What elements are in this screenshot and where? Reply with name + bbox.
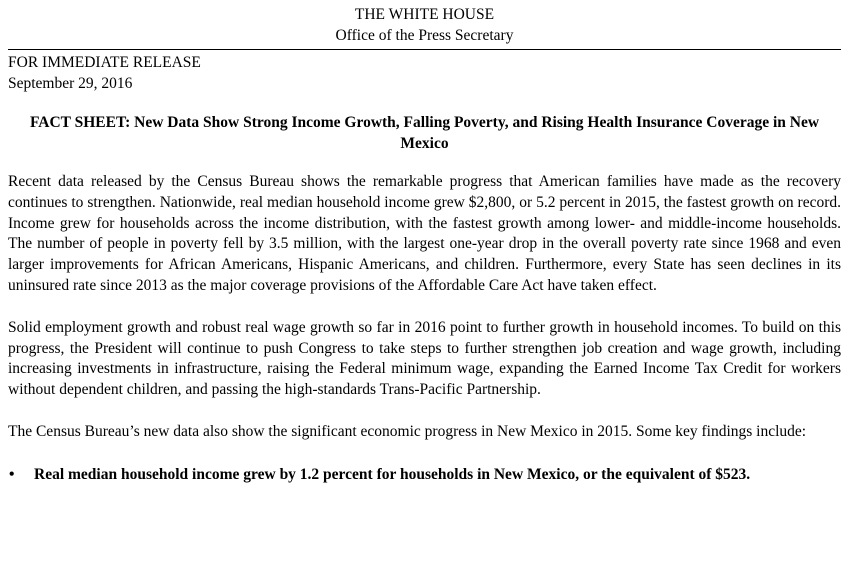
key-findings-list (8, 464, 841, 485)
paragraph-policy: Solid employment growth and robust real wage growth so far in 2016 point to further growth in household incomes. To build on this progress, the President will continue to push Congress to take steps to further strengthen job creation and wage growth, including increasing investments in infrastructure, raising the Federal minimum wage, expanding the Earned Income Tax Credit for workers without dependent children, and passing the high-standards Trans-Pacific Partnership. (8, 318, 841, 399)
document-header (8, 0, 841, 46)
release-date: September 29, 2016 (8, 75, 133, 92)
agency-name: THE WHITE HOUSE (354, 6, 495, 23)
list-item (8, 464, 841, 485)
paragraph-findings-intro: The Census Bureau’s new data also show the significant economic progress in New Mexico in 2015. Some key findings include: (8, 422, 807, 440)
finding-text: Real median household income grew by 1.2 percent for households in New Mexico, or the equivalent of $523. (34, 465, 751, 483)
office-name: Office of the Press Secretary (335, 27, 514, 44)
fact-sheet-title: FACT SHEET: New Data Show Strong Income Growth, Falling Poverty, and Rising Health Insurance Coverage in New Mexico (29, 114, 820, 152)
header-divider (8, 49, 841, 50)
paragraph-intro: Recent data released by the Census Bureau shows the remarkable progress that American families have made as the recovery continues to strengthen. Nationwide, real median household income grew $2,800, or 5.2 percent in 2015, the fastest growth on record. Income grew for households across the income distribution, with the fastest growth among lower- and middle-income households. The number of people in poverty fell by 3.5 million, with the largest one-year drop in the overall poverty rate since 1968 and even larger improvements for African Americans, Hispanic Americans, and children. Furthermore, every State has seen declines in its uninsured rate since 2013 as the major coverage provisions of the Affordable Care Act have taken effect. (8, 173, 841, 294)
bullet-icon: • (9, 465, 15, 483)
release-block (8, 52, 841, 94)
release-label: FOR IMMEDIATE RELEASE (8, 54, 201, 71)
press-release-document (8, 0, 841, 485)
